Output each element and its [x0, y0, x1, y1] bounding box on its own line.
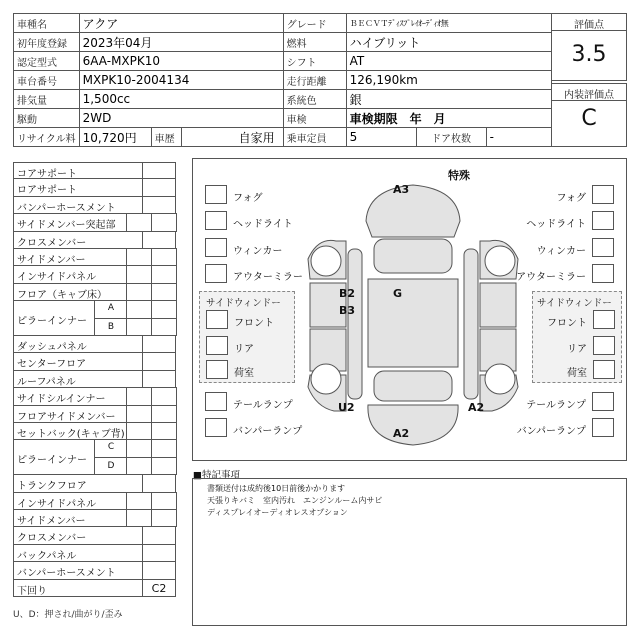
frame-check-cell[interactable]	[151, 405, 177, 423]
frame-check-cell[interactable]	[126, 422, 152, 440]
color-value: 銀	[346, 90, 551, 109]
frame-row-label: インサイドパネル	[17, 498, 97, 510]
pillar-sub-column	[94, 300, 126, 335]
frame-check-cell[interactable]	[151, 509, 177, 527]
frame-check-cell[interactable]	[126, 439, 152, 457]
code-left-front: B2	[339, 287, 356, 300]
capacity-label: 乗車定員	[283, 128, 346, 147]
frame-check-cell[interactable]	[142, 526, 176, 544]
pillar-sub-label: B	[95, 318, 127, 335]
right-sill	[464, 249, 478, 399]
code-right-rear: A2	[468, 401, 485, 414]
frame-check-cell[interactable]	[126, 300, 152, 318]
frame-row	[13, 371, 175, 388]
right-window-luggage-label: 荷室	[567, 368, 587, 379]
right-side-window-label: サイドウィンドー	[537, 298, 612, 309]
body-type-value: アクア	[79, 14, 283, 33]
notes-line: 天張りキバミ 室内汚れ エンジンルーム内サビ	[207, 496, 383, 505]
right-tail-checkbox[interactable]	[592, 392, 614, 411]
right-headlight-checkbox[interactable]	[592, 211, 614, 230]
first-reg-label: 初年度登録	[14, 33, 80, 52]
first-reg-value: 2023年04月	[79, 33, 283, 52]
frame-row	[13, 266, 175, 283]
left-headlight-label: ヘッドライト	[233, 219, 293, 230]
left-mirror-label: アウターミラー	[233, 272, 303, 283]
frame-check-cell[interactable]	[151, 387, 177, 405]
pillar-sub-label: D	[95, 457, 127, 474]
frame-row-label: バンパーホースメント	[17, 202, 116, 214]
frame-row	[13, 249, 175, 266]
notes-body	[207, 483, 382, 519]
frame-check-cell[interactable]	[126, 248, 152, 266]
notes-box	[192, 478, 627, 626]
frame-check-cell[interactable]	[142, 196, 176, 214]
notes-line: ディスプレイオーディオレスオプション	[207, 508, 348, 517]
frame-row-label: クロスメンバー	[17, 533, 87, 545]
frame-check-cell[interactable]	[151, 492, 177, 510]
chassis-label: 車台番号	[14, 71, 80, 90]
doors-value: -	[486, 128, 551, 147]
code-front: A3	[393, 183, 410, 196]
frame-check-cell[interactable]	[142, 178, 176, 196]
spec-table	[13, 13, 552, 147]
history-label: 車歴	[151, 128, 181, 147]
frame-check-cell[interactable]	[142, 335, 176, 353]
code-left-center: B3	[339, 304, 356, 317]
interior-score-box	[551, 83, 627, 147]
right-front-door	[480, 283, 516, 327]
frame-row	[13, 545, 175, 562]
left-sill	[348, 249, 362, 399]
frame-row	[13, 493, 175, 510]
frame-row-label: セットバック(キャブ背)	[17, 429, 125, 440]
code-left-rear: U2	[338, 401, 355, 414]
right-fog-checkbox[interactable]	[592, 185, 614, 204]
frame-row	[13, 353, 175, 370]
right-rear-wheel	[485, 364, 515, 394]
frame-row-label: サイドメンバー	[17, 516, 86, 527]
recycle-value: 10,720円	[79, 128, 151, 147]
left-side-window-group	[199, 291, 295, 383]
frame-row-label: ピラーインナー	[17, 315, 87, 327]
frame-row	[13, 179, 175, 196]
frame-row-label: 下回り	[17, 585, 47, 597]
pillar-sub-column	[94, 439, 126, 474]
frame-row-label: コアサポート	[17, 169, 77, 180]
drive-label: 駆動	[14, 109, 80, 128]
mileage-label: 走行距離	[283, 71, 346, 90]
right-mirror-label: アウターミラー	[516, 272, 586, 283]
frame-row-label: フロア（キャブ床）	[17, 289, 107, 301]
frame-row-label: サイドメンバー	[17, 255, 86, 266]
left-bumper-lamp-checkbox[interactable]	[205, 418, 227, 437]
displacement-label: 排気量	[14, 90, 80, 109]
left-mirror-checkbox[interactable]	[205, 264, 227, 283]
model-value: 6AA-MXPK10	[79, 52, 283, 71]
frame-row	[13, 388, 175, 405]
model-label: 認定型式	[14, 52, 80, 71]
special-label: 特殊	[448, 169, 470, 182]
frame-row	[13, 527, 175, 544]
rear-panel	[368, 405, 458, 445]
frame-check-cell[interactable]	[151, 300, 177, 318]
pillar-sub-label: A	[107, 303, 115, 314]
frame-row-label: クロスメンバー	[17, 237, 87, 249]
frame-check-cell[interactable]	[151, 422, 177, 440]
notes-line: 書類送付は成約後10日前後かかります	[207, 484, 346, 493]
left-window-front-label: フロント	[234, 318, 274, 329]
frame-row	[13, 423, 175, 440]
frame-row	[13, 214, 175, 231]
left-bumper-lamp-label: バンパーランプ	[233, 426, 303, 437]
frame-row	[13, 284, 175, 301]
frame-check-cell[interactable]	[142, 474, 176, 492]
right-bumper-lamp-label: バンパーランプ	[516, 426, 586, 437]
left-window-luggage-checkbox[interactable]	[206, 360, 228, 379]
frame-row	[13, 510, 175, 527]
doors-label: ドア枚数	[416, 128, 486, 147]
rear-glass	[374, 371, 452, 401]
frame-check-cell[interactable]	[126, 492, 152, 510]
right-window-rear-label: リア	[567, 344, 587, 355]
frame-row	[13, 440, 175, 475]
grade-label: グレード	[283, 14, 346, 33]
interior-score-value: C	[581, 106, 597, 131]
underbody-cell[interactable]: C2	[142, 579, 176, 597]
left-fog-checkbox[interactable]	[205, 185, 227, 204]
grade-value: ＢＥＣＶＴﾃﾞｨｽﾌﾟﾚｲｵｰﾃﾞｨｵ無	[346, 14, 551, 33]
right-side-window-group	[532, 291, 622, 383]
frame-check-cell[interactable]	[126, 457, 152, 475]
right-window-luggage-checkbox[interactable]	[593, 360, 615, 379]
frame-row	[13, 301, 175, 336]
right-fog-label: フォグ	[556, 193, 586, 204]
body-type-label: 車種名	[14, 14, 80, 33]
right-headlight-label: ヘッドライト	[526, 219, 586, 230]
frame-row-label: サイドメンバー突起部	[17, 220, 116, 232]
code-roof: G	[393, 287, 403, 300]
right-front-wheel	[485, 246, 515, 276]
history-value: 自家用	[181, 128, 283, 147]
shift-label: シフト	[283, 52, 346, 71]
frame-row-label: ルーフパネル	[17, 376, 76, 388]
left-tail-checkbox[interactable]	[205, 392, 227, 411]
mileage-value: 126,190km	[346, 71, 551, 90]
car-diagram-panel	[192, 158, 627, 461]
frame-row-label: ロアサポート	[17, 185, 77, 197]
front-glass	[374, 239, 452, 273]
chassis-value: MXPK10-2004134	[79, 71, 283, 90]
left-fog-label: フォグ	[233, 193, 263, 204]
left-window-rear-label: リア	[234, 344, 254, 355]
frame-check-cell[interactable]	[126, 387, 152, 405]
frame-row-label: インサイドパネル	[17, 272, 97, 284]
frame-row-label: センターフロア	[17, 359, 87, 371]
color-label: 系統色	[283, 90, 346, 109]
left-rear-wheel	[311, 364, 341, 394]
frame-row	[13, 475, 175, 492]
frame-row-label: バンパーホースメント	[17, 568, 116, 580]
right-window-front-checkbox[interactable]	[593, 310, 615, 329]
frame-check-cell[interactable]	[151, 439, 177, 457]
frame-check-cell[interactable]	[126, 405, 152, 423]
left-window-rear-checkbox[interactable]	[206, 336, 228, 355]
frame-check-cell[interactable]	[151, 248, 177, 266]
right-tail-label: テールランプ	[526, 400, 586, 411]
right-window-rear-checkbox[interactable]	[593, 336, 615, 355]
frame-check-cell[interactable]	[151, 265, 177, 283]
frame-row	[13, 232, 175, 249]
left-side-window-label: サイドウィンドー	[206, 298, 281, 309]
frame-row-label: サイドシルインナー	[17, 394, 106, 406]
left-window-luggage-label: 荷室	[234, 368, 254, 379]
frame-row-label: ダッシュパネル	[17, 342, 87, 353]
frame-check-cell[interactable]	[126, 509, 152, 527]
right-winker-label: ウィンカー	[536, 246, 586, 257]
fuel-label: 燃料	[283, 33, 346, 52]
frame-check-cell[interactable]	[151, 213, 177, 231]
right-winker-checkbox[interactable]	[592, 238, 614, 257]
frame-check-cell[interactable]	[126, 318, 152, 336]
frame-check-cell[interactable]	[126, 283, 152, 301]
recycle-label: リサイクル料	[14, 128, 80, 147]
frame-check-cell[interactable]	[151, 283, 177, 301]
displacement-value: 1,500cc	[79, 90, 283, 109]
overall-score-label: 評価点	[574, 20, 604, 31]
left-window-front-checkbox[interactable]	[206, 310, 228, 329]
frame-row-label: フロアサイドメンバー	[17, 411, 116, 423]
frame-check-cell[interactable]	[126, 265, 152, 283]
frame-row	[13, 406, 175, 423]
frame-row-label: トランクフロア	[17, 481, 87, 493]
frame-legend: U、D：押され/曲がり/歪み	[13, 610, 123, 620]
frame-row	[13, 336, 175, 353]
frame-check-cell[interactable]	[151, 318, 177, 336]
right-mirror-checkbox[interactable]	[592, 264, 614, 283]
frame-check-cell[interactable]	[142, 370, 176, 388]
frame-row-label: ピラーインナー	[17, 454, 87, 466]
drive-value: 2WD	[79, 109, 283, 128]
capacity-value: 5	[346, 128, 416, 147]
left-winker-checkbox[interactable]	[205, 238, 227, 257]
frame-check-cell[interactable]	[142, 352, 176, 370]
left-tail-label: テールランプ	[233, 400, 293, 411]
left-headlight-checkbox[interactable]	[205, 211, 227, 230]
frame-row	[13, 197, 175, 214]
interior-score-label: 内装評価点	[564, 90, 614, 101]
frame-check-cell[interactable]	[142, 231, 176, 249]
hood-panel	[366, 185, 460, 237]
right-bumper-lamp-checkbox[interactable]	[592, 418, 614, 437]
inspection-value: 車検期限 年 月	[346, 109, 551, 128]
fuel-value: ハイブリット	[346, 33, 551, 52]
left-front-wheel	[311, 246, 341, 276]
code-rear: A2	[393, 427, 410, 440]
frame-row-label: バックパネル	[17, 550, 77, 562]
frame-check-cell[interactable]	[142, 544, 176, 562]
frame-check-cell[interactable]	[142, 561, 176, 579]
overall-score-box	[551, 13, 627, 81]
right-window-front-label: フロント	[547, 318, 587, 329]
notes-title: ■特記事項	[193, 470, 240, 481]
frame-row	[13, 162, 175, 179]
overall-score-value: 3.5	[571, 42, 607, 67]
frame-row	[13, 580, 175, 597]
roof-panel	[368, 279, 458, 367]
frame-check-cell[interactable]	[126, 213, 152, 231]
frame-check-cell[interactable]	[151, 457, 177, 475]
frame-row	[13, 562, 175, 579]
left-winker-label: ウィンカー	[233, 246, 283, 257]
car-body-diagram	[288, 179, 538, 454]
shift-value: AT	[346, 52, 551, 71]
inspection-label: 車検	[283, 109, 346, 128]
pillar-sub-label: C	[107, 442, 115, 453]
